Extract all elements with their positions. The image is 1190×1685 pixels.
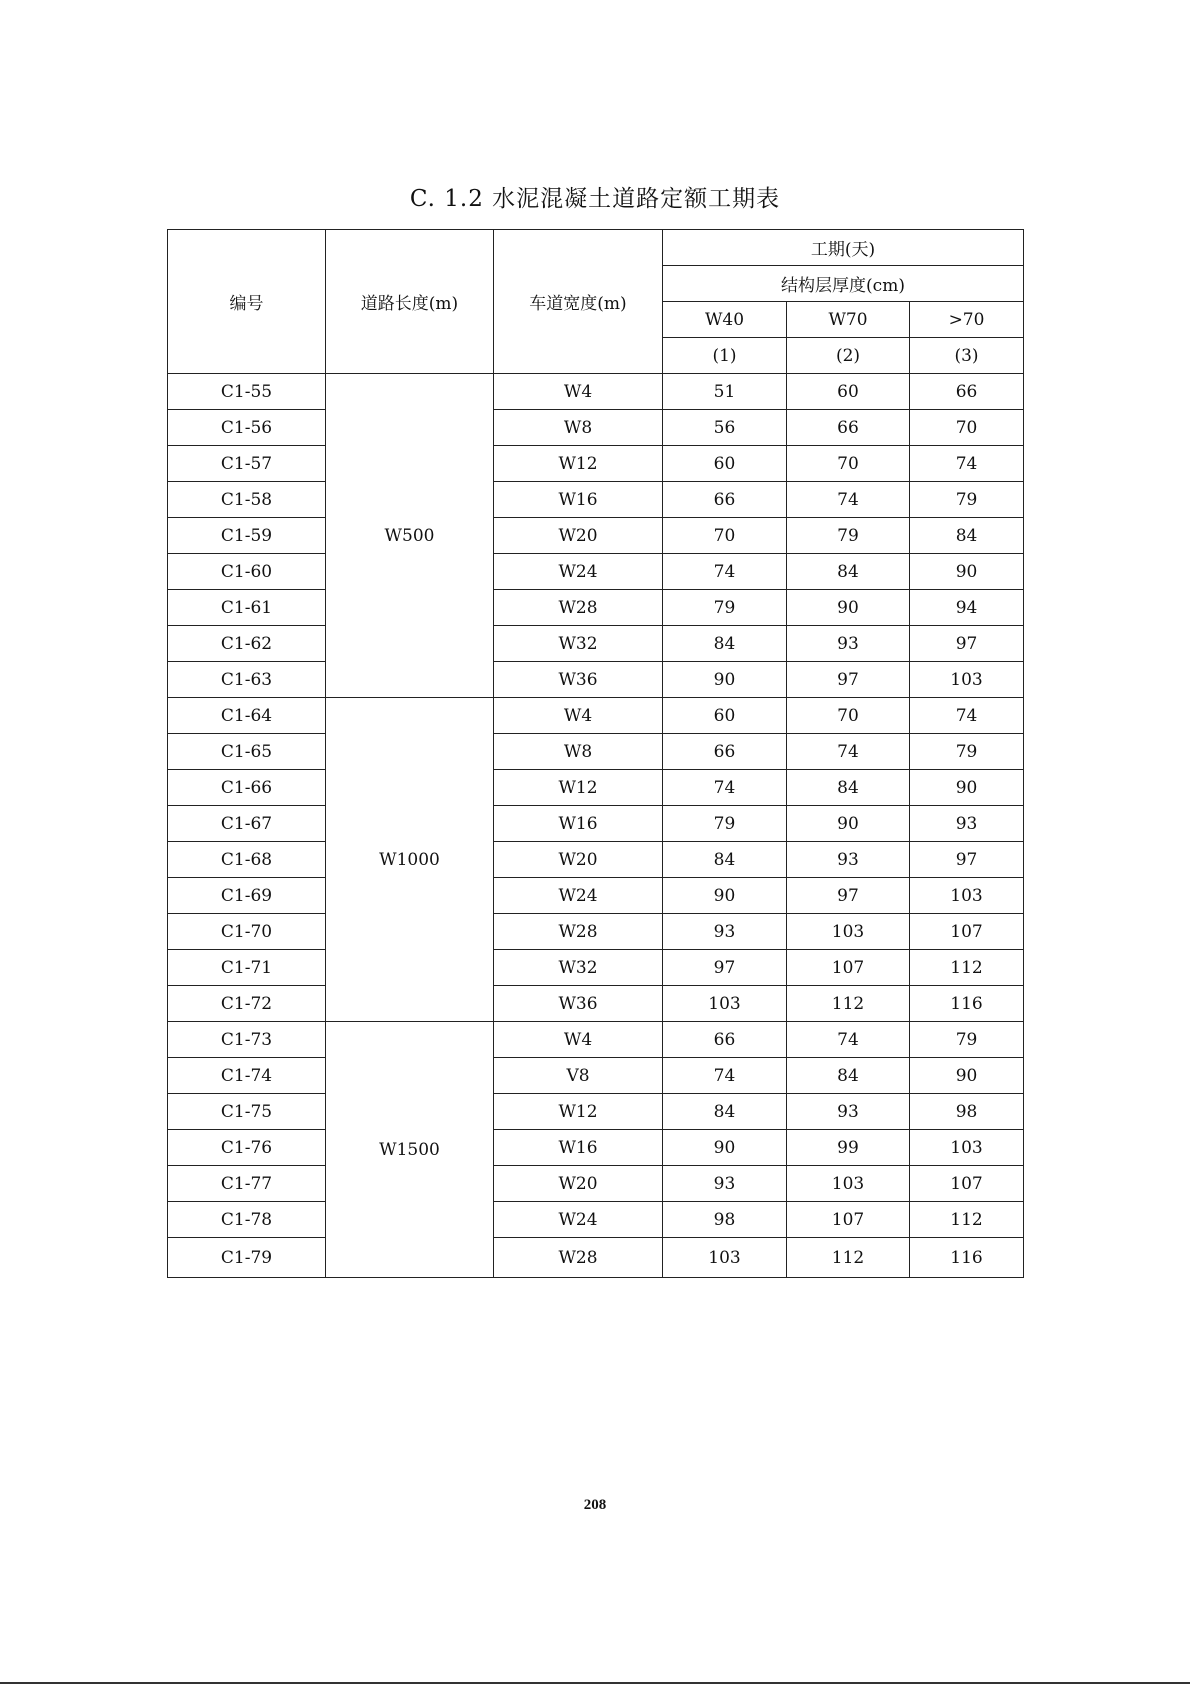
cell-duration-w40: 74	[663, 770, 787, 806]
table-row	[168, 914, 1024, 950]
table-row	[168, 410, 1024, 446]
cell-duration-w40: 51	[663, 374, 787, 410]
cell-lane-width: W4	[494, 374, 663, 410]
cell-code: C1-76	[168, 1130, 326, 1166]
table-row	[168, 734, 1024, 770]
cell-duration-w40: 90	[663, 662, 787, 698]
cell-duration-gt70: 90	[910, 1058, 1024, 1094]
cell-duration-w70: 90	[787, 590, 910, 626]
cell-lane-width: W4	[494, 1022, 663, 1058]
table-row	[168, 626, 1024, 662]
cell-duration-w40: 90	[663, 878, 787, 914]
cell-code: C1-69	[168, 878, 326, 914]
cell-duration-w40: 66	[663, 1022, 787, 1058]
cell-lane-width: W32	[494, 950, 663, 986]
cell-duration-w40: 90	[663, 1130, 787, 1166]
cell-lane-width: W20	[494, 518, 663, 554]
cell-duration-w40: 74	[663, 554, 787, 590]
cell-duration-gt70: 103	[910, 662, 1024, 698]
cell-code: C1-55	[168, 374, 326, 410]
cell-duration-w40: 66	[663, 734, 787, 770]
cell-code: C1-72	[168, 986, 326, 1022]
cell-duration-w40: 74	[663, 1058, 787, 1094]
cell-duration-w70: 84	[787, 1058, 910, 1094]
cell-duration-gt70: 107	[910, 1166, 1024, 1202]
cell-code: C1-56	[168, 410, 326, 446]
cell-duration-gt70: 84	[910, 518, 1024, 554]
table-row	[168, 374, 1024, 410]
cell-code: C1-60	[168, 554, 326, 590]
cell-lane-width: W12	[494, 1094, 663, 1130]
cell-code: C1-65	[168, 734, 326, 770]
cell-duration-w40: 84	[663, 626, 787, 662]
cell-lane-width: W8	[494, 734, 663, 770]
table-body	[168, 374, 1024, 1278]
cell-lane-width: W16	[494, 1130, 663, 1166]
header-w40: W40	[663, 302, 787, 338]
table-row	[168, 662, 1024, 698]
table-row	[168, 446, 1024, 482]
table-row	[168, 770, 1024, 806]
cell-lane-width: W28	[494, 914, 663, 950]
cell-duration-w70: 93	[787, 1094, 910, 1130]
cell-duration-gt70: 74	[910, 446, 1024, 482]
cell-duration-gt70: 74	[910, 698, 1024, 734]
cell-duration-w70: 99	[787, 1130, 910, 1166]
cell-code: C1-57	[168, 446, 326, 482]
cell-code: C1-59	[168, 518, 326, 554]
cell-duration-w70: 74	[787, 734, 910, 770]
table-header	[168, 230, 1024, 374]
cell-duration-w40: 84	[663, 1094, 787, 1130]
cell-lane-width: W12	[494, 770, 663, 806]
cell-duration-gt70: 70	[910, 410, 1024, 446]
cell-duration-w70: 93	[787, 626, 910, 662]
cell-duration-w70: 107	[787, 1202, 910, 1238]
cell-code: C1-61	[168, 590, 326, 626]
cell-lane-width: W20	[494, 1166, 663, 1202]
table-row	[168, 482, 1024, 518]
cell-duration-w40: 93	[663, 1166, 787, 1202]
header-gt70: >70	[910, 302, 1024, 338]
cell-duration-gt70: 103	[910, 1130, 1024, 1166]
cell-duration-w40: 79	[663, 806, 787, 842]
header-code: 编号	[168, 230, 326, 374]
cell-duration-w70: 74	[787, 1022, 910, 1058]
cell-duration-gt70: 93	[910, 806, 1024, 842]
cell-duration-gt70: 112	[910, 950, 1024, 986]
cell-duration-gt70: 97	[910, 626, 1024, 662]
cell-code: C1-66	[168, 770, 326, 806]
cell-lane-width: W12	[494, 446, 663, 482]
cell-duration-gt70: 116	[910, 1238, 1024, 1278]
header-road-length: 道路长度(m)	[326, 230, 494, 374]
cell-duration-gt70: 116	[910, 986, 1024, 1022]
cell-lane-width: W28	[494, 590, 663, 626]
cell-lane-width: W8	[494, 410, 663, 446]
table-row	[168, 518, 1024, 554]
page-bottom-rule	[0, 1682, 1190, 1684]
cell-code: C1-71	[168, 950, 326, 986]
cell-lane-width: W36	[494, 662, 663, 698]
cell-duration-gt70: 107	[910, 914, 1024, 950]
cell-duration-gt70: 112	[910, 1202, 1024, 1238]
table-row	[168, 1166, 1024, 1202]
table-row	[168, 806, 1024, 842]
cell-duration-w70: 97	[787, 662, 910, 698]
table-row	[168, 590, 1024, 626]
cell-lane-width: W28	[494, 1238, 663, 1278]
cell-duration-w70: 70	[787, 698, 910, 734]
table-row	[168, 1058, 1024, 1094]
cell-duration-w40: 60	[663, 698, 787, 734]
cell-duration-w70: 90	[787, 806, 910, 842]
cell-duration-w40: 84	[663, 842, 787, 878]
cell-duration-w70: 74	[787, 482, 910, 518]
header-structure-thickness: 结构层厚度(cm)	[663, 266, 1024, 302]
header-index-3: (3)	[910, 338, 1024, 374]
cell-code: C1-64	[168, 698, 326, 734]
table-row	[168, 950, 1024, 986]
cell-duration-w70: 97	[787, 878, 910, 914]
cell-lane-width: W24	[494, 878, 663, 914]
cell-duration-gt70: 66	[910, 374, 1024, 410]
table-row	[168, 1238, 1024, 1278]
cell-code: C1-79	[168, 1238, 326, 1278]
cell-duration-w70: 60	[787, 374, 910, 410]
cell-duration-w70: 112	[787, 1238, 910, 1278]
cell-duration-w40: 97	[663, 950, 787, 986]
cell-duration-gt70: 98	[910, 1094, 1024, 1130]
cell-duration-w70: 103	[787, 914, 910, 950]
cell-duration-gt70: 90	[910, 554, 1024, 590]
cell-duration-w70: 103	[787, 1166, 910, 1202]
cell-duration-w70: 84	[787, 554, 910, 590]
table-row	[168, 1094, 1024, 1130]
cell-code: C1-68	[168, 842, 326, 878]
cell-duration-w40: 98	[663, 1202, 787, 1238]
cell-code: C1-63	[168, 662, 326, 698]
table-row	[168, 878, 1024, 914]
cell-duration-w40: 66	[663, 482, 787, 518]
duration-quota-table	[167, 229, 1024, 1278]
cell-duration-gt70: 79	[910, 1022, 1024, 1058]
cell-duration-gt70: 79	[910, 482, 1024, 518]
cell-lane-width: W16	[494, 806, 663, 842]
header-index-2: (2)	[787, 338, 910, 374]
cell-duration-w70: 112	[787, 986, 910, 1022]
cell-duration-w70: 93	[787, 842, 910, 878]
cell-duration-w70: 107	[787, 950, 910, 986]
table-row	[168, 1202, 1024, 1238]
cell-lane-width: W24	[494, 554, 663, 590]
cell-lane-width: W16	[494, 482, 663, 518]
table-row	[168, 554, 1024, 590]
cell-duration-w40: 60	[663, 446, 787, 482]
table-row	[168, 1022, 1024, 1058]
cell-code: C1-74	[168, 1058, 326, 1094]
table-row	[168, 842, 1024, 878]
cell-duration-w40: 93	[663, 914, 787, 950]
cell-lane-width: W32	[494, 626, 663, 662]
cell-duration-w40: 103	[663, 986, 787, 1022]
cell-code: C1-77	[168, 1166, 326, 1202]
cell-road-length: W1500	[326, 1022, 494, 1278]
cell-duration-gt70: 94	[910, 590, 1024, 626]
cell-duration-w70: 84	[787, 770, 910, 806]
page-title: C. 1.2 水泥混凝土道路定额工期表	[409, 186, 781, 212]
page-number: 208	[583, 1497, 607, 1513]
cell-duration-w40: 103	[663, 1238, 787, 1278]
header-lane-width: 车道宽度(m)	[494, 230, 663, 374]
cell-duration-w40: 79	[663, 590, 787, 626]
cell-lane-width: W36	[494, 986, 663, 1022]
cell-code: C1-78	[168, 1202, 326, 1238]
cell-duration-w70: 66	[787, 410, 910, 446]
cell-road-length: W1000	[326, 698, 494, 1022]
cell-duration-w40: 70	[663, 518, 787, 554]
cell-duration-gt70: 79	[910, 734, 1024, 770]
cell-code: C1-58	[168, 482, 326, 518]
cell-code: C1-70	[168, 914, 326, 950]
cell-duration-gt70: 97	[910, 842, 1024, 878]
header-index-1: (1)	[663, 338, 787, 374]
cell-duration-gt70: 90	[910, 770, 1024, 806]
cell-lane-width: W4	[494, 698, 663, 734]
header-duration: 工期(天)	[663, 230, 1024, 266]
table-row	[168, 698, 1024, 734]
cell-code: C1-67	[168, 806, 326, 842]
table-row	[168, 1130, 1024, 1166]
cell-code: C1-75	[168, 1094, 326, 1130]
table-row	[168, 986, 1024, 1022]
cell-duration-w40: 56	[663, 410, 787, 446]
cell-lane-width: W24	[494, 1202, 663, 1238]
cell-code: C1-73	[168, 1022, 326, 1058]
cell-duration-gt70: 103	[910, 878, 1024, 914]
cell-code: C1-62	[168, 626, 326, 662]
cell-duration-w70: 79	[787, 518, 910, 554]
cell-lane-width: V8	[494, 1058, 663, 1094]
cell-road-length: W500	[326, 374, 494, 698]
cell-lane-width: W20	[494, 842, 663, 878]
header-w70: W70	[787, 302, 910, 338]
cell-duration-w70: 70	[787, 446, 910, 482]
